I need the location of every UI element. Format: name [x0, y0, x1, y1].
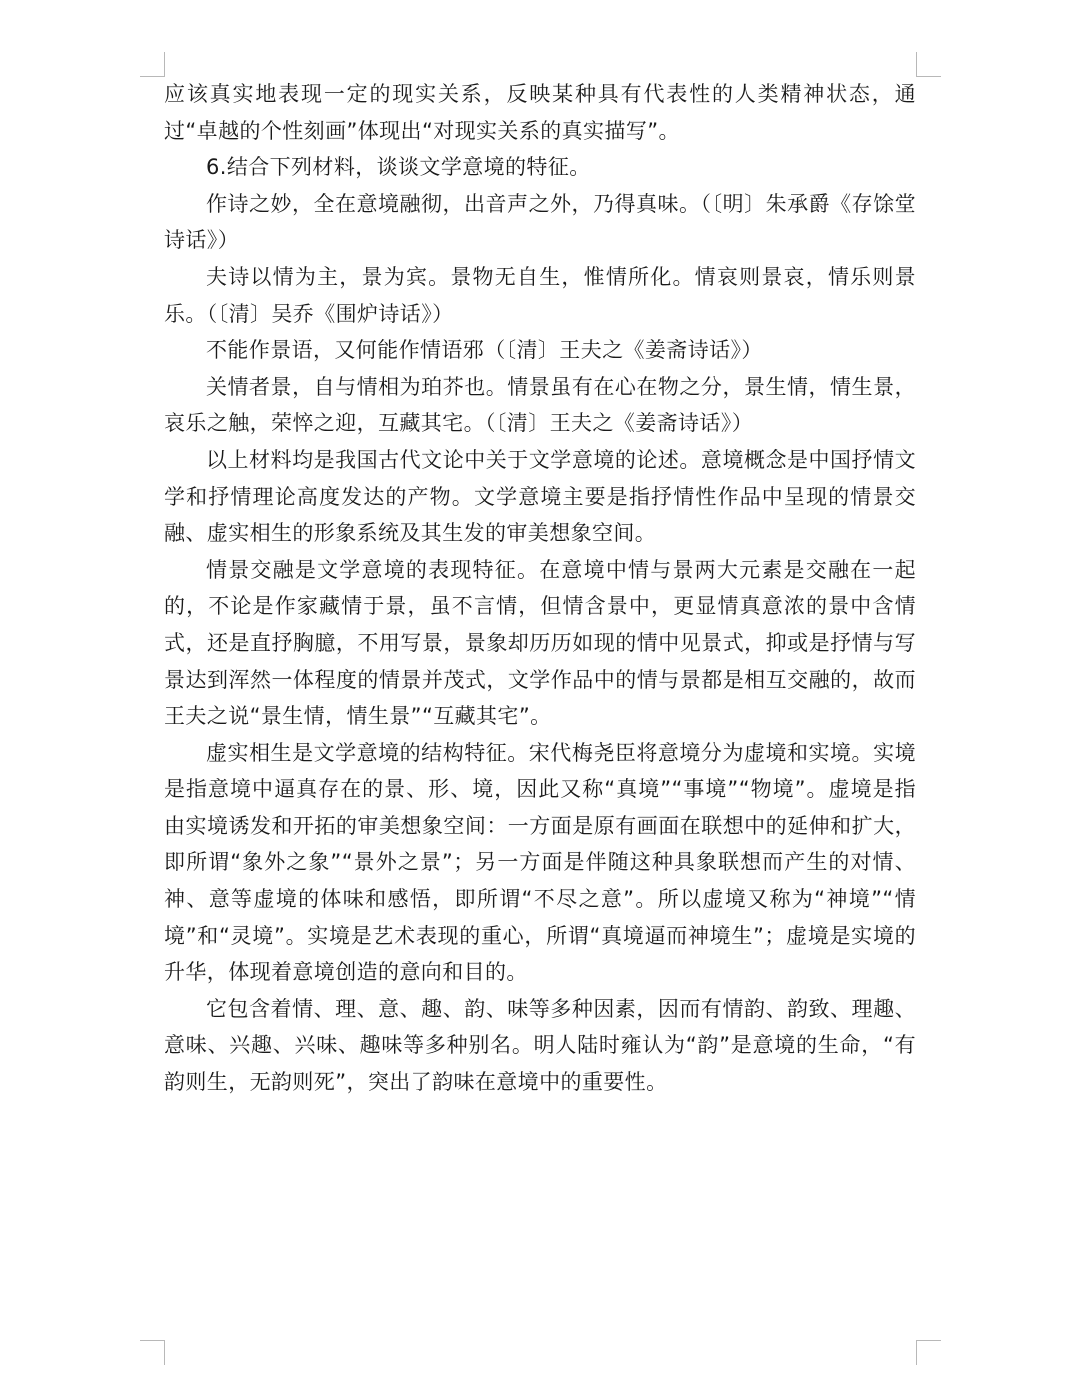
crop-mark-top-right: [916, 52, 941, 77]
crop-mark-bottom-left: [140, 1340, 165, 1365]
quote-wu-qiao: 夫诗以情为主，景为宾。景物无自生，惟情所化。情哀则景哀，情乐则景乐。（〔清〕吴乔《围炉诗话》）: [164, 264, 916, 326]
crop-mark-top-left: [140, 52, 165, 77]
page-body: [164, 76, 916, 1101]
quote-zhu-chengjue: 作诗之妙，全在意境融彻，出音声之外，乃得真味。（〔明〕朱承爵《存馀堂诗话》）: [164, 191, 916, 253]
paragraph-yunwei: 它包含着情、理、意、趣、韵、味等多种因素，因而有情韵、韵致、理趣、意味、兴趣、兴味、趣味等多种别名。明人陆时雍认为“韵”是意境的生命，“有韵则生，无韵则死”，突出了韵味在意境中的重要性。: [164, 996, 916, 1095]
quote-wang-fuzhi-2: 关情者景，自与情相为珀芥也。情景虽有在心在物之分，景生情，情生景，哀乐之触，荣悴之迎，互藏其宅。（〔清〕王夫之《姜斋诗话》）: [164, 374, 916, 436]
paragraph-continuation: 应该真实地表现一定的现实关系，反映某种具有代表性的人类精神状态，通过“卓越的个性刻画”体现出“对现实关系的真实描写”。: [164, 82, 916, 143]
paragraph-xushi-xiangsheng: 虚实相生是文学意境的结构特征。宋代梅尧臣将意境分为虚境和实境。实境是指意境中逼真存在的景、形、境，因此又称“真境”“事境”“物境”。虚境是指由实境诱发和开拓的审美想象空间：一方面是原有画面在联想中的延伸和扩大，即所谓“象外之象”“景外之景”；另一方面是伴随这种具象联想而产生的对情、神、意等虚境的体味和感悟，即所谓“不尽之意”。所以虚境又称为“神境”“情境”和“灵境”。实境是艺术表现的重心，所谓“真境逼而神境生”；虚境是实境的升华，体现着意境创造的意向和目的。: [164, 740, 916, 985]
paragraph-qingjing-jiaorong: 情景交融是文学意境的表现特征。在意境中情与景两大元素是交融在一起的，不论是作家藏情于景，虽不言情，但情含景中，更显情真意浓的景中含情式，还是直抒胸臆，不用写景，景象却历历如现的情中见景式，抑或是抒情与写景达到浑然一体程度的情景并茂式，文学作品中的情与景都是相互交融的，故而王夫之说“景生情，情生景”“互藏其宅”。: [164, 557, 916, 729]
paragraph-summary: 以上材料均是我国古代文论中关于文学意境的论述。意境概念是中国抒情文学和抒情理论高度发达的产物。文学意境主要是指抒情性作品中呈现的情景交融、虚实相生的形象系统及其生发的审美想象空间。: [164, 447, 916, 546]
question-heading: 6.结合下列材料，谈谈文学意境的特征。: [206, 155, 591, 180]
quote-wang-fuzhi-1: 不能作景语，又何能作情语邪（〔清〕王夫之《姜斋诗话》）: [206, 338, 763, 363]
crop-mark-bottom-right: [916, 1340, 941, 1365]
